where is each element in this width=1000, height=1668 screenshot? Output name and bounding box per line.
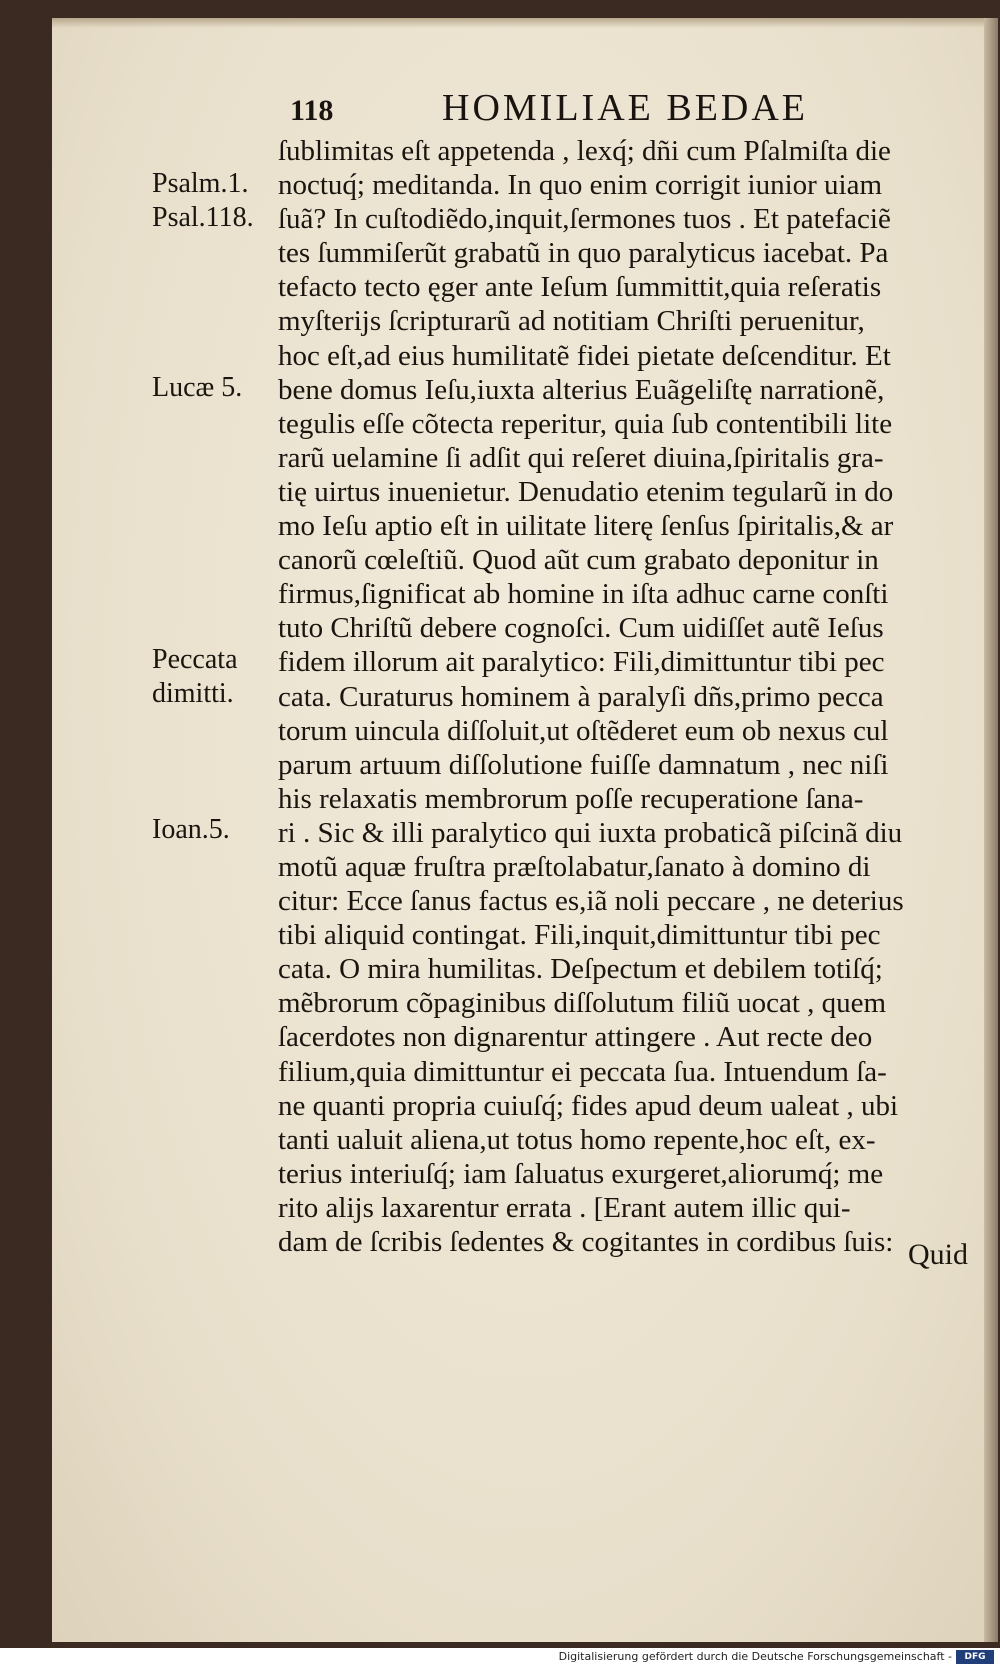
text-line: fidem illorum ait paralytico: Fili,dimittuntur tibi pec: [278, 646, 885, 679]
body-text: [278, 134, 958, 1259]
text-line: rito alijs laxarentur errata . [Erant autem illic qui-: [278, 1191, 851, 1224]
text-line: canorũ cœleſtiũ. Quod aũt cum grabato deponitur in: [278, 544, 879, 577]
margin-note: dimitti.: [152, 678, 234, 709]
text-line: parum artuum diſſolutione fuiſſe damnatum , nec niſi: [278, 748, 889, 781]
digitization-credit: Digitalisierung gefördert durch die Deutsche Forschungsgemeinschaft -: [558, 1650, 952, 1663]
text-line: ri . Sic & illi paralytico qui iuxta probaticã piſcinã diu: [278, 816, 903, 849]
text-line: tuto Chriſtũ debere cognoſci. Cum uidiſſet autẽ Ieſus: [278, 612, 884, 645]
text-line: citur: Ecce ſanus factus es,iã noli peccare , ne deterius: [278, 885, 904, 918]
dfg-logo: DFG: [956, 1650, 994, 1664]
text-line: tanti ualuit aliena,ut totus homo repente,hoc eſt, ex-: [278, 1123, 876, 1156]
text-line: ſuã? In cuſtodiẽdo,inquit,ſermones tuos . Et patefaciẽ: [278, 203, 891, 236]
text-line: his relaxatis membrorum poſſe recuperatione ſana-: [278, 782, 864, 815]
text-line: mo Ieſu aptio eſt in uilitate literę ſenſus ſpiritalis,& ar: [278, 510, 894, 543]
text-line: noctuq́; meditanda. In quo enim corrigit iunior uiam: [278, 169, 883, 202]
page-edge-right: [984, 18, 998, 1642]
text-line: bene domus Ieſu,iuxta alterius Euãgeliſtę narrationẽ,: [278, 373, 885, 406]
margin-note: Ioan.5.: [152, 814, 230, 845]
text-line: mẽbrorum cõpaginibus diſſolutum filiũ uocat , quem: [278, 987, 887, 1020]
margin-note: Peccata: [152, 644, 238, 675]
text-line: motũ aquæ fruſtra præſtolabatur,ſanato à domino di: [278, 850, 871, 883]
catchword: Quid: [908, 1238, 968, 1271]
text-line: tegulis eſſe cõtecta reperitur, quia ſub contentibili lite: [278, 407, 893, 440]
text-line: firmus,ſignificat ab homine in iſta adhuc carne conſti: [278, 578, 889, 611]
text-line: tefacto tecto ęger ante Ieſum ſummittit,quia reſeratis: [278, 271, 882, 304]
text-line: terius interiuſq́; iam ſaluatus exurgeret,aliorumq́; me: [278, 1157, 884, 1190]
margin-notes: [52, 18, 272, 1642]
text-line: rarũ uelamine ſi adſit qui reſeret diuina,ſpiritalis gra-: [278, 441, 884, 474]
text-line: ne quanti propria cuiuſq́; fides apud deum ualeat , ubi: [278, 1089, 899, 1122]
margin-note: Psalm.1.: [152, 168, 249, 199]
text-line: dam de ſcribis ſedentes & cogitantes in cordibus ſuis:: [278, 1226, 894, 1258]
text-line: ſacerdotes non dignarentur attingere . Aut recte deo: [278, 1021, 873, 1054]
text-line: cata. O mira humilitas. Deſpectum et debilem totiſq́;: [278, 953, 883, 986]
text-line: tibi aliquid contingat. Fili,inquit,dimittuntur tibi pec: [278, 919, 881, 952]
text-line: tię uirtus inuenietur. Denudatio etenim tegularũ in do: [278, 475, 894, 508]
text-line: myſterijs ſcripturarũ ad notitiam Chriſti peruenitur,: [278, 305, 865, 338]
text-line: hoc eſt,ad eius humilitatẽ fidei pietate deſcenditur. Et: [278, 339, 891, 372]
running-title: HOMILIAE BEDAE: [442, 87, 809, 129]
text-line: ſublimitas eſt appetenda , lexq́; dñi cum Pſalmiſta die: [278, 135, 891, 167]
text-line: cata. Curaturus hominem à paralyſi dñs,primo pecca: [278, 680, 884, 713]
footer-bar: [0, 1648, 1000, 1668]
margin-note: Psal.118.: [152, 202, 254, 233]
text-line: tes ſummiſerũt grabatũ in quo paralyticus iacebat. Pa: [278, 237, 889, 270]
margin-note: Lucæ 5.: [152, 372, 243, 403]
text-line: torum uincula diſſoluit,ut oſtẽderet eum ob nexus cul: [278, 714, 889, 747]
book-page: [52, 18, 998, 1642]
folio-number: 118: [290, 94, 334, 127]
text-line: filium,quia dimittuntur ei peccata ſua. Intuendum ſa-: [278, 1055, 887, 1088]
